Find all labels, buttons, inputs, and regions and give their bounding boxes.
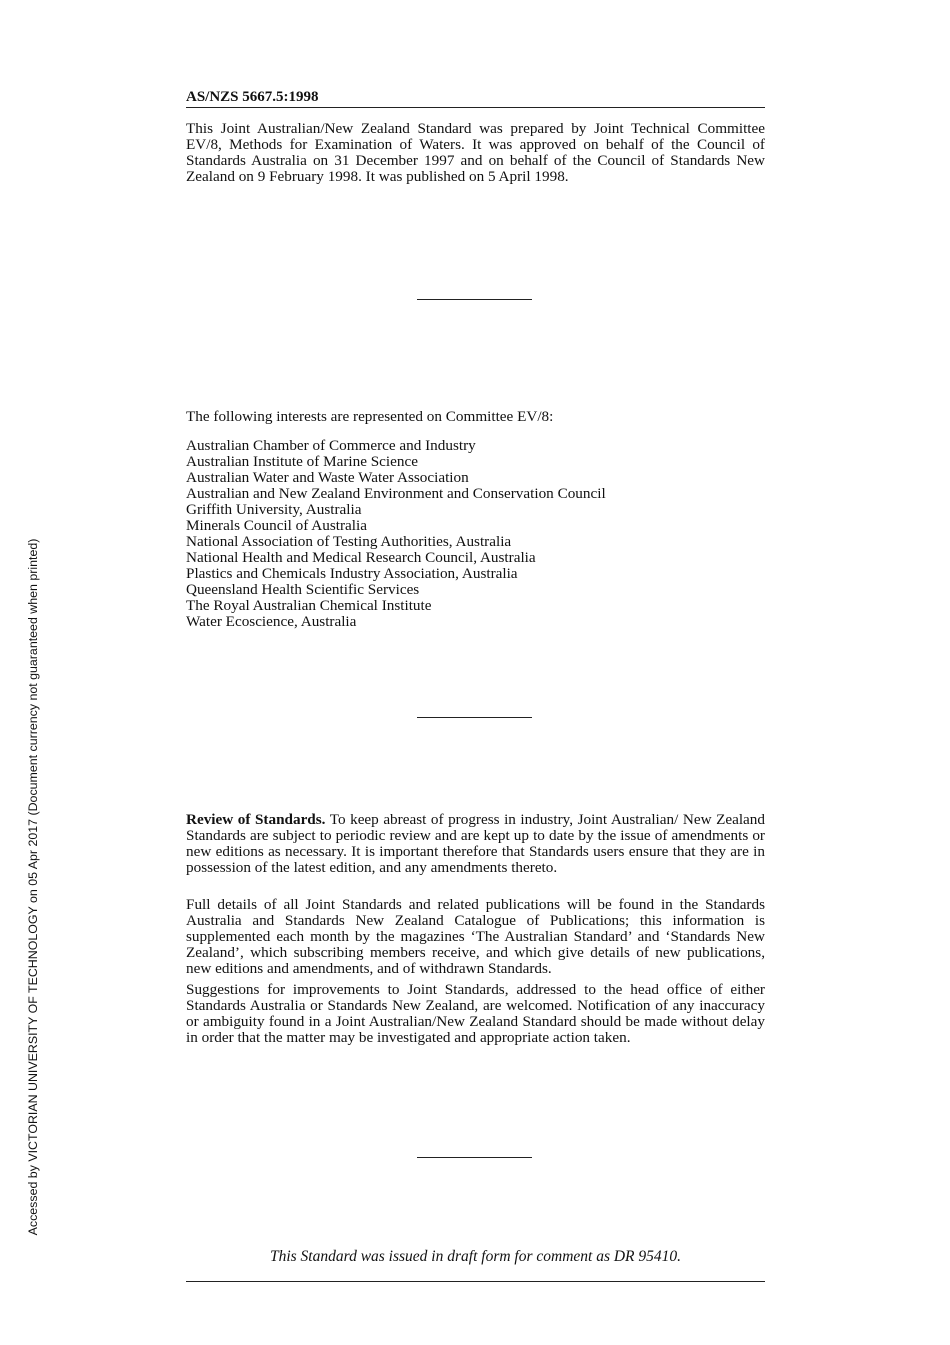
list-item: Plastics and Chemicals Industry Association, Australia — [186, 565, 518, 582]
document-id: AS/NZS 5667.5:1998 — [186, 89, 319, 105]
review-paragraph — [186, 812, 765, 876]
suggestions-paragraph: Suggestions for improvements to Joint Standards, addressed to the head office of either Standards Australia or Standards New Zealand, are welcomed. Notification of any inaccuracy or ambiguity found in a Joint Australian/New Zealand Standard should be made without delay in order that the matter may be investigated and appropriate action taken. — [186, 981, 765, 1046]
list-item: Griffith University, Australia — [186, 501, 362, 518]
section-divider — [417, 299, 532, 300]
list-item: Australian Institute of Marine Science — [186, 453, 418, 470]
access-watermark: Accessed by VICTORIAN UNIVERSITY OF TECHNOLOGY on 05 Apr 2017 (Document currency not guaranteed when printed) — [26, 538, 40, 1236]
list-item: National Health and Medical Research Council, Australia — [186, 549, 536, 566]
section-divider — [417, 1157, 532, 1158]
list-item: National Association of Testing Authorities, Australia — [186, 533, 512, 550]
committee-intro: The following interests are represented on Committee EV/8: — [186, 408, 554, 425]
list-item: Australian Water and Waste Water Association — [186, 469, 469, 486]
review-heading: Review of Standards. — [186, 811, 326, 828]
committee-member-list — [186, 438, 606, 630]
preparation-statement: This Joint Australian/New Zealand Standard was prepared by Joint Technical Committee EV/8, Methods for Examination of Waters. It was approved on behalf of the Council of Standards Australia on 31 December 1997 and on behalf of the Council of Standards New Zealand on 9 February 1998. It was published on 5 April 1998. — [186, 120, 765, 185]
header-rule — [186, 107, 765, 108]
list-item: Queensland Health Scientific Services — [186, 581, 420, 598]
list-item: Minerals Council of Australia — [186, 517, 367, 534]
footer-rule — [186, 1281, 765, 1282]
review-text: To keep abreast of progress in industry, Joint Australian/ New Zealand Standards are subject to periodic review and are kept up to date by the issue of amendments or new editions as necessary. It is important therefore that Standards users ensure that they are in possession of the latest edition, and any amendments thereto. — [186, 811, 765, 876]
list-item: The Royal Australian Chemical Institute — [186, 597, 432, 614]
list-item: Water Ecoscience, Australia — [186, 613, 357, 630]
catalogue-paragraph: Full details of all Joint Standards and related publications will be found in the Standards Australia and Standards New Zealand Catalogue of Publications; this information is supplemented each month by the magazines ‘The Australian Standard’ and ‘Standards New Zealand’, which subscribing members receive, and which give details of new publications, new editions and amendments, and of withdrawn Standards. — [186, 896, 765, 977]
section-divider — [417, 717, 532, 718]
draft-note: This Standard was issued in draft form for comment as DR 95410. — [269, 1248, 682, 1265]
list-item: Australian Chamber of Commerce and Industry — [186, 437, 476, 454]
list-item: Australian and New Zealand Environment and Conservation Council — [186, 485, 606, 502]
